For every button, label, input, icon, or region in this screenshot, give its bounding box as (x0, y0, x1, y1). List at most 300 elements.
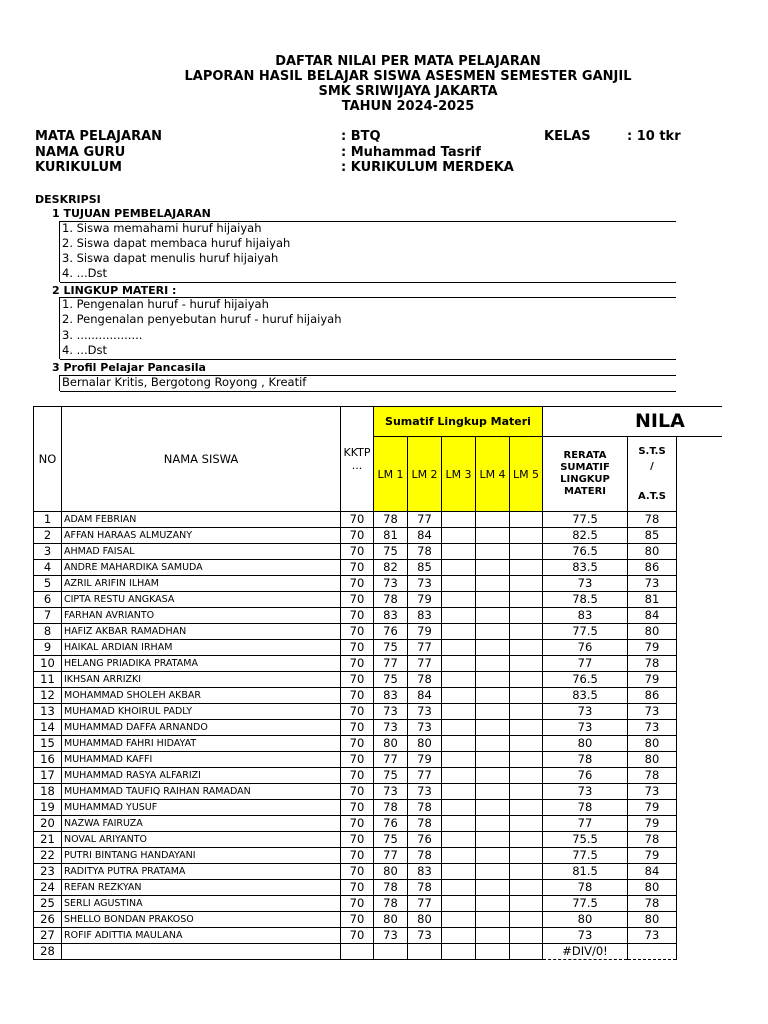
row-empty (677, 896, 722, 912)
row-lm2: 76 (408, 832, 442, 848)
row-empty (677, 944, 722, 960)
row-no: 27 (34, 928, 62, 944)
row-kktp: 70 (341, 560, 374, 576)
row-lm2: 83 (408, 608, 442, 624)
row-lm3 (442, 560, 476, 576)
row-nama: NAZWA FAIRUZA (62, 816, 341, 832)
row-rerata: 83.5 (543, 688, 628, 704)
row-nama: NOVAL ARIYANTO (62, 832, 341, 848)
row-nama: CIPTA RESTU ANGKASA (62, 592, 341, 608)
row-lm2: 73 (408, 704, 442, 720)
row-empty (677, 784, 722, 800)
row-nama: MUHAMMAD YUSUF (62, 800, 341, 816)
row-lm2: 73 (408, 576, 442, 592)
row-empty (677, 832, 722, 848)
row-lm4 (476, 928, 510, 944)
row-empty (677, 768, 722, 784)
row-lm5 (510, 656, 543, 672)
row-sts: 78 (628, 832, 677, 848)
row-kktp: 70 (341, 624, 374, 640)
table-row (34, 672, 722, 688)
lingkup-title: 2 LINGKUP MATERI : (52, 284, 177, 297)
doc-title-line4: TAHUN 2024-2025 (341, 99, 475, 114)
row-empty (677, 592, 722, 608)
row-no: 9 (34, 640, 62, 656)
row-sts: 78 (628, 512, 677, 528)
row-nama: FARHAN AVRIANTO (62, 608, 341, 624)
row-lm4 (476, 512, 510, 528)
row-lm1 (374, 944, 408, 960)
table-row (34, 752, 722, 768)
row-kktp (341, 944, 374, 960)
kurikulum-value: : KURIKULUM MERDEKA (341, 160, 514, 175)
row-lm2: 85 (408, 560, 442, 576)
row-rerata: 78 (543, 880, 628, 896)
row-nama: MUHAMMAD FAHRI HIDAYAT (62, 736, 341, 752)
row-lm2: 79 (408, 752, 442, 768)
row-lm3 (442, 832, 476, 848)
row-lm4 (476, 752, 510, 768)
row-lm3 (442, 640, 476, 656)
row-lm5 (510, 768, 543, 784)
row-lm1: 78 (374, 896, 408, 912)
row-lm2: 77 (408, 640, 442, 656)
row-lm1: 80 (374, 736, 408, 752)
row-empty (677, 720, 722, 736)
row-rerata: 77 (543, 816, 628, 832)
row-empty (677, 912, 722, 928)
row-rerata: 78.5 (543, 592, 628, 608)
row-lm2: 73 (408, 784, 442, 800)
row-nama (62, 944, 341, 960)
tujuan-title: 1 TUJUAN PEMBELAJARAN (52, 207, 211, 220)
row-empty (677, 800, 722, 816)
row-lm4 (476, 592, 510, 608)
row-no: 28 (34, 944, 62, 960)
table-row (34, 624, 722, 640)
row-lm2: 78 (408, 880, 442, 896)
row-lm2: 79 (408, 624, 442, 640)
row-lm5 (510, 896, 543, 912)
table-row (34, 512, 722, 528)
row-lm3 (442, 592, 476, 608)
table-row (34, 688, 722, 704)
table-row (34, 736, 722, 752)
row-sts: 73 (628, 928, 677, 944)
row-empty (677, 736, 722, 752)
row-lm4 (476, 912, 510, 928)
profil-title: 3 Profil Pelajar Pancasila (52, 361, 206, 374)
row-sts: 85 (628, 528, 677, 544)
row-rerata: 78 (543, 800, 628, 816)
row-sts: 78 (628, 768, 677, 784)
row-rerata: 77.5 (543, 896, 628, 912)
row-sts: 78 (628, 656, 677, 672)
row-empty (677, 672, 722, 688)
row-lm5 (510, 704, 543, 720)
row-nama: SHELLO BONDAN PRAKOSO (62, 912, 341, 928)
row-empty (677, 928, 722, 944)
row-kktp: 70 (341, 880, 374, 896)
row-lm2: 73 (408, 928, 442, 944)
row-lm2: 78 (408, 800, 442, 816)
row-lm4 (476, 720, 510, 736)
col-kktp-header: KKTP ... (341, 407, 374, 512)
row-lm1: 80 (374, 912, 408, 928)
row-lm1: 73 (374, 704, 408, 720)
row-lm1: 78 (374, 512, 408, 528)
tujuan-item: 4. ...Dst (62, 266, 107, 280)
row-lm5 (510, 608, 543, 624)
row-lm2: 84 (408, 688, 442, 704)
row-rerata: 75.5 (543, 832, 628, 848)
row-lm1: 83 (374, 688, 408, 704)
row-no: 8 (34, 624, 62, 640)
row-sts: 86 (628, 688, 677, 704)
row-no: 17 (34, 768, 62, 784)
row-lm2: 83 (408, 864, 442, 880)
row-lm2: 78 (408, 672, 442, 688)
row-nama: AFFAN HARAAS ALMUZANY (62, 528, 341, 544)
row-no: 15 (34, 736, 62, 752)
row-lm4 (476, 624, 510, 640)
doc-title-line1: DAFTAR NILAI PER MATA PELAJARAN (275, 54, 541, 69)
tujuan-item: 3. Siswa dapat menulis huruf hijaiyah (62, 251, 279, 265)
row-rerata: 73 (543, 784, 628, 800)
row-empty (677, 608, 722, 624)
row-lm2: 78 (408, 848, 442, 864)
row-empty (677, 816, 722, 832)
row-lm2: 78 (408, 816, 442, 832)
row-lm3 (442, 928, 476, 944)
table-row (34, 832, 722, 848)
row-lm2: 78 (408, 544, 442, 560)
row-lm3 (442, 896, 476, 912)
row-sts: 73 (628, 720, 677, 736)
table-row (34, 608, 722, 624)
row-rerata: 78 (543, 752, 628, 768)
row-sts: 80 (628, 912, 677, 928)
row-nama: AZRIL ARIFIN ILHAM (62, 576, 341, 592)
row-rerata: #DIV/0! (543, 944, 628, 960)
row-lm2: 80 (408, 736, 442, 752)
row-rerata: 77 (543, 656, 628, 672)
row-lm4 (476, 528, 510, 544)
row-no: 6 (34, 592, 62, 608)
row-nama: ANDRE MAHARDIKA SAMUDA (62, 560, 341, 576)
row-rerata: 73 (543, 576, 628, 592)
nilai-header: NILA (543, 407, 722, 437)
lingkup-item: 3. .................. (62, 328, 143, 342)
row-lm5 (510, 752, 543, 768)
kelas-value: : 10 tkr (627, 129, 681, 144)
row-lm1: 75 (374, 672, 408, 688)
row-no: 14 (34, 720, 62, 736)
row-kktp: 70 (341, 912, 374, 928)
row-lm1: 83 (374, 608, 408, 624)
row-sts: 84 (628, 864, 677, 880)
table-row (34, 768, 722, 784)
row-rerata: 73 (543, 720, 628, 736)
row-lm4 (476, 576, 510, 592)
row-rerata: 77.5 (543, 512, 628, 528)
sts-header: S.T.S / A.T.S (628, 437, 677, 512)
rerata-header: RERATA SUMATIF LINGKUP MATERI (543, 437, 628, 512)
row-sts: 80 (628, 736, 677, 752)
row-no: 16 (34, 752, 62, 768)
row-lm2: 77 (408, 512, 442, 528)
row-lm1: 73 (374, 928, 408, 944)
row-lm5 (510, 816, 543, 832)
row-no: 24 (34, 880, 62, 896)
row-lm5 (510, 688, 543, 704)
table-row (34, 944, 722, 960)
row-sts: 73 (628, 576, 677, 592)
row-lm1: 77 (374, 752, 408, 768)
row-no: 26 (34, 912, 62, 928)
row-nama: HAFIZ AKBAR RAMADHAN (62, 624, 341, 640)
row-rerata: 77.5 (543, 624, 628, 640)
row-kktp: 70 (341, 688, 374, 704)
row-lm1: 78 (374, 880, 408, 896)
row-sts: 80 (628, 624, 677, 640)
row-lm1: 76 (374, 816, 408, 832)
row-no: 11 (34, 672, 62, 688)
row-lm4 (476, 816, 510, 832)
row-lm1: 75 (374, 640, 408, 656)
mapel-label: MATA PELAJARAN (35, 129, 163, 144)
sumatif-header: Sumatif Lingkup Materi (374, 407, 543, 437)
row-lm5 (510, 576, 543, 592)
row-nama: MUHAMMAD TAUFIQ RAIHAN RAMADAN (62, 784, 341, 800)
row-lm3 (442, 608, 476, 624)
row-kktp: 70 (341, 576, 374, 592)
row-lm1: 75 (374, 768, 408, 784)
row-lm5 (510, 624, 543, 640)
row-lm5 (510, 544, 543, 560)
row-kktp: 70 (341, 832, 374, 848)
row-sts: 78 (628, 896, 677, 912)
row-sts: 79 (628, 640, 677, 656)
guru-label: NAMA GURU (35, 145, 126, 160)
guru-value: : Muhammad Tasrif (341, 145, 481, 160)
row-no: 2 (34, 528, 62, 544)
row-lm3 (442, 800, 476, 816)
row-lm3 (442, 912, 476, 928)
row-lm3 (442, 848, 476, 864)
row-lm5 (510, 864, 543, 880)
row-lm1: 77 (374, 656, 408, 672)
row-lm2: 80 (408, 912, 442, 928)
table-row (34, 656, 722, 672)
row-lm1: 75 (374, 832, 408, 848)
row-kktp: 70 (341, 736, 374, 752)
row-lm5 (510, 512, 543, 528)
row-no: 13 (34, 704, 62, 720)
row-no: 12 (34, 688, 62, 704)
row-nama: MOHAMMAD SHOLEH AKBAR (62, 688, 341, 704)
row-rerata: 82.5 (543, 528, 628, 544)
lm5-header: LM 5 (510, 437, 543, 512)
row-nama: HELANG PRIADIKA PRATAMA (62, 656, 341, 672)
row-kktp: 70 (341, 608, 374, 624)
row-lm3 (442, 880, 476, 896)
row-no: 5 (34, 576, 62, 592)
row-kktp: 70 (341, 528, 374, 544)
row-no: 21 (34, 832, 62, 848)
row-nama: IKHSAN ARRIZKI (62, 672, 341, 688)
lingkup-item: 2. Pengenalan penyebutan huruf - huruf hijaiyah (62, 312, 342, 326)
row-rerata: 76 (543, 640, 628, 656)
row-lm3 (442, 736, 476, 752)
row-nama: ROFIF ADITTIA MAULANA (62, 928, 341, 944)
row-lm2: 77 (408, 656, 442, 672)
row-nama: ADAM FEBRIAN (62, 512, 341, 528)
row-kktp: 70 (341, 896, 374, 912)
row-no: 22 (34, 848, 62, 864)
row-lm4 (476, 608, 510, 624)
row-rerata: 81.5 (543, 864, 628, 880)
row-lm5 (510, 592, 543, 608)
lingkup-item: 4. ...Dst (62, 343, 107, 357)
grades-table (33, 406, 722, 960)
row-lm2: 73 (408, 720, 442, 736)
row-nama: AHMAD FAISAL (62, 544, 341, 560)
row-empty (677, 544, 722, 560)
row-lm1: 82 (374, 560, 408, 576)
row-lm3 (442, 784, 476, 800)
row-rerata: 83.5 (543, 560, 628, 576)
row-lm1: 73 (374, 720, 408, 736)
row-no: 10 (34, 656, 62, 672)
row-empty (677, 576, 722, 592)
row-kktp: 70 (341, 592, 374, 608)
row-rerata: 73 (543, 928, 628, 944)
row-no: 19 (34, 800, 62, 816)
row-lm4 (476, 656, 510, 672)
row-empty (677, 704, 722, 720)
row-kktp: 70 (341, 512, 374, 528)
row-lm4 (476, 544, 510, 560)
row-nama: MUHAMAD KHOIRUL PADLY (62, 704, 341, 720)
row-lm4 (476, 848, 510, 864)
row-kktp: 70 (341, 544, 374, 560)
row-sts: 79 (628, 800, 677, 816)
tujuan-item: 2. Siswa dapat membaca huruf hijaiyah (62, 236, 291, 250)
lm1-header: LM 1 (374, 437, 408, 512)
table-row (34, 816, 722, 832)
row-nama: MUHAMMAD DAFFA ARNANDO (62, 720, 341, 736)
row-rerata: 76 (543, 768, 628, 784)
table-row (34, 560, 722, 576)
row-lm3 (442, 720, 476, 736)
table-row (34, 912, 722, 928)
row-lm2: 84 (408, 528, 442, 544)
lm3-header: LM 3 (442, 437, 476, 512)
table-row (34, 880, 722, 896)
row-lm3 (442, 624, 476, 640)
row-lm4 (476, 768, 510, 784)
table-row (34, 928, 722, 944)
row-empty (677, 752, 722, 768)
row-lm3 (442, 544, 476, 560)
lm4-header: LM 4 (476, 437, 510, 512)
row-lm5 (510, 944, 543, 960)
row-rerata: 77.5 (543, 848, 628, 864)
row-lm3 (442, 704, 476, 720)
row-no: 4 (34, 560, 62, 576)
row-lm4 (476, 736, 510, 752)
table-row (34, 704, 722, 720)
row-sts: 81 (628, 592, 677, 608)
row-kktp: 70 (341, 640, 374, 656)
table-row (34, 592, 722, 608)
profil-value: Bernalar Kritis, Bergotong Royong , Kreatif (62, 375, 307, 389)
doc-title-line2: LAPORAN HASIL BELAJAR SISWA ASESMEN SEMESTER GANJIL (184, 69, 632, 84)
row-no: 23 (34, 864, 62, 880)
row-lm4 (476, 784, 510, 800)
row-lm3 (442, 864, 476, 880)
row-lm4 (476, 672, 510, 688)
row-lm4 (476, 880, 510, 896)
row-lm5 (510, 560, 543, 576)
col-nama-header: NAMA SISWA (62, 407, 341, 512)
row-nama: MUHAMMAD KAFFI (62, 752, 341, 768)
row-lm2: 77 (408, 896, 442, 912)
row-sts: 80 (628, 544, 677, 560)
row-rerata: 76.5 (543, 672, 628, 688)
row-kktp: 70 (341, 656, 374, 672)
row-rerata: 80 (543, 912, 628, 928)
row-rerata: 80 (543, 736, 628, 752)
row-rerata: 73 (543, 704, 628, 720)
row-lm2: 77 (408, 768, 442, 784)
row-lm1: 73 (374, 784, 408, 800)
row-empty (677, 512, 722, 528)
row-sts: 73 (628, 704, 677, 720)
table-row (34, 544, 722, 560)
row-sts: 80 (628, 880, 677, 896)
row-lm5 (510, 640, 543, 656)
row-lm3 (442, 656, 476, 672)
mapel-value: : BTQ (341, 129, 381, 144)
row-lm4 (476, 800, 510, 816)
row-lm4 (476, 640, 510, 656)
doc-title-line3: SMK SRIWIJAYA JAKARTA (318, 84, 498, 99)
table-row (34, 848, 722, 864)
row-lm3 (442, 576, 476, 592)
col-no-header: NO (34, 407, 62, 512)
row-empty (677, 688, 722, 704)
row-sts: 73 (628, 784, 677, 800)
row-lm4 (476, 704, 510, 720)
row-lm4 (476, 688, 510, 704)
lm2-header: LM 2 (408, 437, 442, 512)
row-lm1: 78 (374, 592, 408, 608)
row-lm4 (476, 944, 510, 960)
row-no: 3 (34, 544, 62, 560)
row-lm1: 73 (374, 576, 408, 592)
row-empty (677, 624, 722, 640)
row-no: 1 (34, 512, 62, 528)
row-lm5 (510, 848, 543, 864)
row-sts: 86 (628, 560, 677, 576)
row-no: 20 (34, 816, 62, 832)
table-row (34, 528, 722, 544)
row-lm5 (510, 672, 543, 688)
row-lm5 (510, 928, 543, 944)
row-lm1: 77 (374, 848, 408, 864)
